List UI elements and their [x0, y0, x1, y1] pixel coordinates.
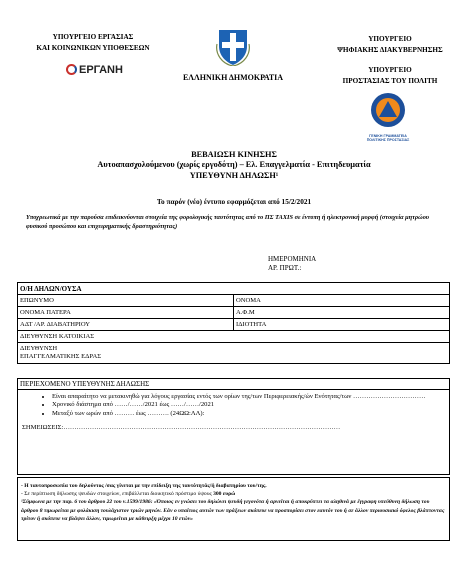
footer-legal-note: ¹Σύμφωνα με την παρ. 6 του άρθρου 22 του ν.1599/1986: «Όποιος εν γνώσει του δηλώνει ψευδή γεγονότα ή αρνείται ή αποκρύπτει τα αληθινά με έγγραφη υπεύθυνη δήλωση του άρθρου 8 τιμωρείται με φυλάκιση τουλάχιστον τριών μηνών. Εάν ο υπαίτιος αυτών των πράξεων σκόπευε να προσπορίσει στον εαυτόν του ή σε άλλον περιουσιακό όφελος βλάπτοντας τρίτον ή σκόπευε να βλάψει άλλον, τιμωρείται με κάθειρξη μέχρι 10 ετών»: [21, 499, 445, 522]
footer-line-identity: - Η ταυτοπροσωπία του δηλούντος /σας γίνεται με την επίδειξη της ταυτότητάς/ή διαβατηρίου του/της.: [21, 483, 267, 489]
document-title: ΒΕΒΑΙΩΣΗ ΚΙΝΗΣΗΣ: [191, 150, 277, 159]
ministry-digital-line2: ΨΗΦΙΑΚΗΣ ΔΙΑΚΥΒΕΡΝΗΣΗΣ: [337, 46, 443, 54]
greek-coat-of-arms-icon: [216, 24, 250, 66]
ergani-logo-icon: [66, 64, 77, 75]
footer-fine-text: - Σε περίπτωση δήλωσης ψευδών στοιχείων, επιβάλλεται διοικητικό πρόστιμο ύψους: [21, 491, 214, 498]
ministry-labour-header: [18, 32, 168, 54]
business-address-field[interactable]: [18, 343, 450, 364]
ergani-logo-text: ΕΡΓΑΝΗ: [79, 64, 123, 76]
validity-note: Το παρόν (νέο) έντυπο εφαρμόζεται από 15/2/2021: [156, 197, 312, 206]
table-row: [18, 343, 450, 364]
content-bullet-list: [18, 393, 449, 418]
declarant-table: [17, 282, 450, 364]
intro-text: Υποχρεωτικά με την παρούσα επιδεικνύονται στοιχεία της φορολογικής ταυτότητας από το ΠΣ TAXIS σε έντυπη ή ηλεκτρονική μορφή (στοιχεία μητρώου φυσικού προσώπου και επιχειρηματικής δραστηριότητας): [26, 214, 429, 230]
capacity-field[interactable]: ΙΔΙΟΤΗΤΑ: [234, 319, 450, 331]
table-row: [18, 307, 450, 319]
civil-protection-text: [360, 134, 416, 143]
footer-fine-amount: 300 ευρώ: [213, 491, 236, 498]
table-row: [18, 331, 450, 343]
name-field[interactable]: ΟΝΟΜΑ: [234, 295, 450, 307]
home-address-field[interactable]: ΔΙΕΥΘΥΝΣΗ ΚΑΤΟΙΚΙΑΣ: [18, 331, 450, 343]
date-label: ΗΜΕΡΟΜΗΝΙΑ: [268, 255, 317, 263]
date-block: [268, 255, 316, 273]
ministry-protection-line1: ΥΠΟΥΡΓΕΙΟ: [368, 66, 412, 74]
notes-label: ΣΗΜΕΙΩΣΕΙΣ:………………………………………………………………………………………………………………: [22, 424, 341, 432]
civil-protection-line2: ΠΟΛΙΤΙΚΗΣ ΠΡΟΣΤΑΣΙΑΣ: [366, 138, 410, 143]
header-spacer: [330, 56, 450, 65]
table-row: [18, 283, 450, 295]
surname-field[interactable]: ΕΠΩΝΥΜΟ: [18, 295, 234, 307]
declaration-content-box: [17, 378, 450, 475]
ministries-right-header: [330, 34, 450, 87]
protocol-label: ΑΡ. ΠΡΩΤ.:: [268, 264, 302, 272]
ministry-protection-line2: ΠΡΟΣΤΑΣΙΑΣ ΤΟΥ ΠΟΛΙΤΗ: [342, 77, 438, 85]
list-item: • Χρονικό διάστημα από ……/……/2021 έως ……/……/2021: [52, 401, 449, 409]
hellenic-republic-text: ΕΛΛΗΝΙΚΗ ΔΗΜΟΚΡΑΤΙΑ: [182, 73, 284, 82]
declarant-section-title: Ο/Η ΔΗΛΩΝ/ΟΥΣΑ: [18, 283, 450, 295]
civil-protection-line1: ΓΕΝΙΚΗ ΓΡΑΜΜΑΤΕΙΑ: [369, 134, 407, 138]
civil-protection-icon: [370, 92, 406, 128]
id-passport-field[interactable]: ΑΔΤ /ΑΡ. ΔΙΑΒΑΤΗΡΙΟΥ: [18, 319, 234, 331]
civil-protection-logo: [360, 92, 416, 143]
legal-footer-box: [17, 477, 450, 541]
list-item: • Μεταξύ των ωρών από ……… έως ………. (24ΩΩ:ΛΛ):: [52, 410, 449, 418]
content-section-title: ΠΕΡΙΕΧΟΜΕΝΟ ΥΠΕΥΘΥΝΗΣ ΔΗΛΩΣΗΣ: [18, 379, 449, 390]
ministry-labour-line1: ΥΠΟΥΡΓΕΙΟ ΕΡΓΑΣΙΑΣ: [52, 33, 134, 41]
ministry-digital-line1: ΥΠΟΥΡΓΕΙΟ: [368, 35, 412, 43]
ergani-logo: [66, 64, 123, 76]
afm-field[interactable]: Α.Φ.Μ: [234, 307, 450, 319]
business-address-label: ΔΙΕΥΘΥΝΣΗ ΕΠΑΓΓΕΛΜΑΤΙΚΗΣ ΕΔΡΑΣ: [20, 345, 102, 360]
footer-line-fine: [21, 490, 447, 498]
father-name-field[interactable]: ΟΝΟΜΑ ΠΑΤΕΡΑ: [18, 307, 234, 319]
ministry-labour-line2: ΚΑΙ ΚΟΙΝΩΝΙΚΩΝ ΥΠΟΘΕΣΕΩΝ: [36, 44, 150, 52]
declaration-title: ΥΠΕΥΘΥΝΗ ΔΗΛΩΣΗ¹: [189, 171, 279, 180]
table-row: [18, 319, 450, 331]
list-item: • Είναι απαραίτητο να μετακινηθώ για λόγους εργασίας εντός των ορίων της/των Περιφερειακής/ών Ενότητας/των ……………………………: [52, 393, 449, 401]
table-row: [18, 295, 450, 307]
document-subtitle: Αυτοαπασχολούμενου (χωρίς εργοδότη) – Ελ. Επαγγελματία - Επιτηδευματία: [97, 160, 371, 169]
hellenic-republic-header: [168, 24, 298, 82]
